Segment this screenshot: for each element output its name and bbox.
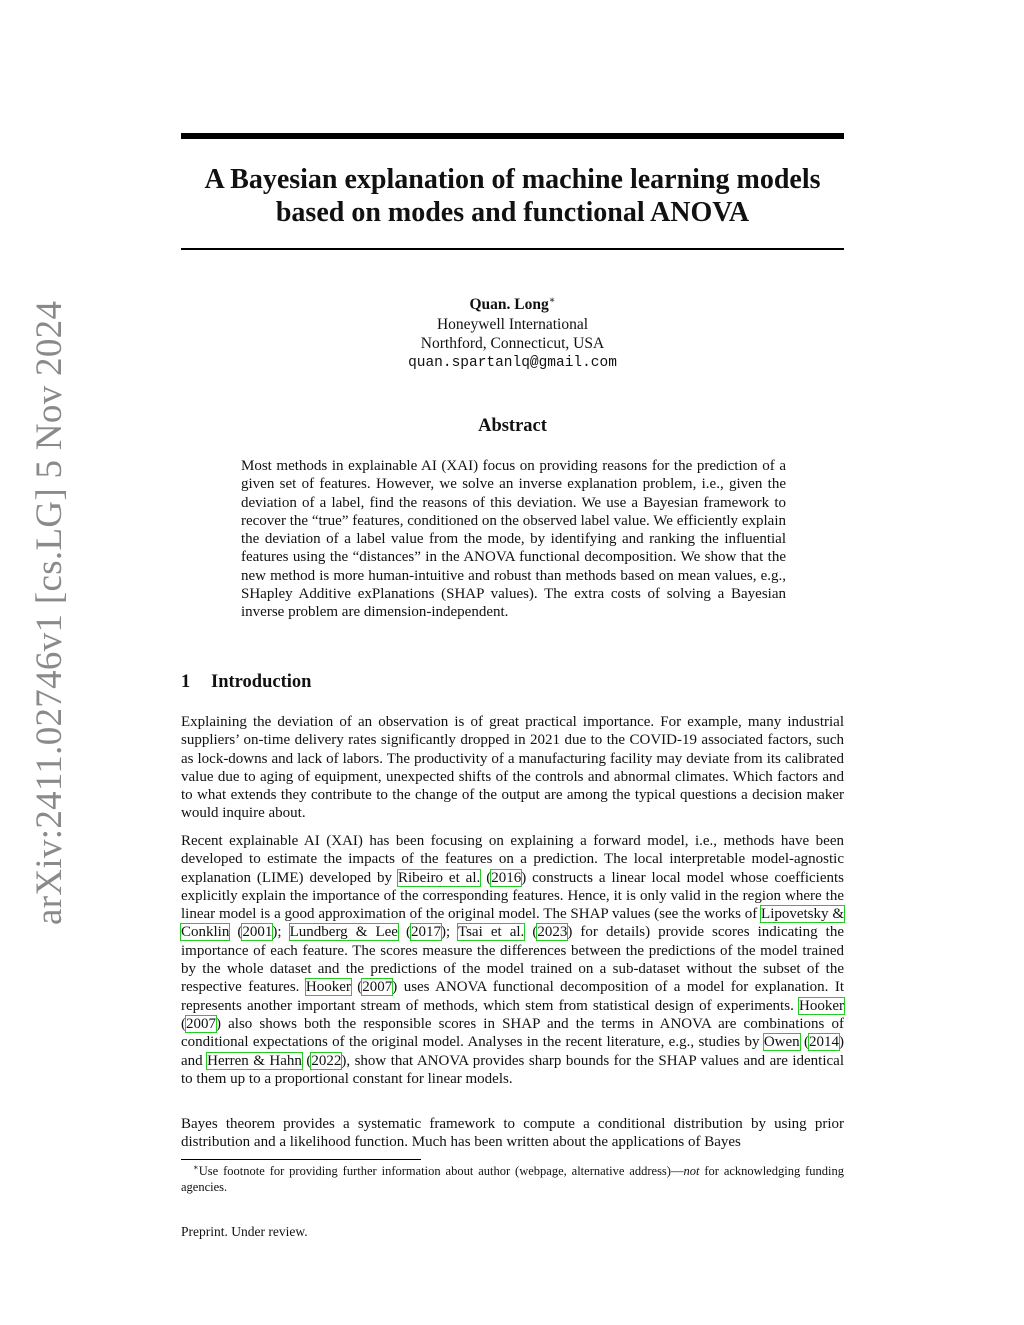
- section-number: 1: [181, 672, 191, 692]
- citation-year-link[interactable]: 2016: [491, 869, 522, 886]
- text-run: (: [301, 1052, 312, 1069]
- title-line-2: based on modes and functional ANOVA: [275, 197, 750, 228]
- text-run: ) and: [181, 1034, 844, 1069]
- text-run: (: [524, 924, 538, 941]
- text-run: );: [441, 924, 458, 941]
- footnote-text: Use footnote for providing further information about author (webpage, alternative address)—: [198, 1164, 684, 1178]
- text-run: ) uses ANOVA functional decomposition of a model for explanation. It represents another important stream of methods, which stem from statistical design of experiments.: [181, 979, 845, 1014]
- author-name: Quan. Long: [469, 296, 549, 313]
- preprint-note: Preprint. Under review.: [181, 1224, 308, 1239]
- title-line-1: A Bayesian explanation of machine learning models: [204, 164, 821, 195]
- text-run: Recent explainable AI (XAI) has been focusing on explaining a forward model, i.e., methods have been developed to estimate the impacts of the features on a prediction. The local interpretable model-agnostic explanation (LIME) developed by: [181, 833, 844, 886]
- footnote-mark: ∗: [193, 1161, 199, 1172]
- citation-link-tsai[interactable]: Tsai et al.: [457, 924, 525, 941]
- section-title: Introduction: [211, 672, 312, 692]
- text-run: ) constructs a linear local model whose coefficients explicitly explain the importance of the corresponding features. Hence, it is only valid in the region where the linear model is a good approximation of the original model. The SHAP values (see the works of: [181, 869, 845, 923]
- citation-link-herren[interactable]: Herren & Hahn: [207, 1052, 302, 1069]
- citation-link-lundberg[interactable]: Lundberg & Lee: [289, 924, 398, 941]
- paper-title: [181, 163, 844, 229]
- citation-year-link[interactable]: 2023: [537, 924, 568, 941]
- text-run: (: [350, 979, 363, 996]
- citation-year-link[interactable]: 2007: [362, 979, 393, 996]
- title-bottom-rule: [181, 248, 844, 250]
- introduction-paragraph-1: Explaining the deviation of an observation is of great practical importance. For example, many industrial suppliers’ on-time delivery rates significantly dropped in 2021 due to the COVID-19 associated factors, such as lock-downs and lack of labors. The productivity of a manufacturing facility may deviate from its calibrated value due to aging of equipment, unexpected shifts of the controls and abnormal climates. Which factors and to what extends they contribute to the change of the output are among the typical questions a decision maker would inquire about.: [181, 714, 844, 822]
- introduction-paragraph-3: Bayes theorem provides a systematic framework to compute a conditional distribution by using prior distribution and a likelihood function. Much has been written about the applications of Bayes: [181, 1116, 844, 1151]
- author-email[interactable]: quan.spartanlq@gmail.com: [408, 354, 617, 371]
- author-block: [181, 295, 844, 373]
- citation-year-link[interactable]: 2001: [242, 924, 273, 941]
- title-top-rule: [181, 133, 844, 139]
- text-run: (: [397, 924, 412, 941]
- text-run: ), show that ANOVA provides sharp bounds for the SHAP values and are identical to them up to a proportional constant for linear models.: [181, 1052, 844, 1087]
- citation-link-hooker[interactable]: Hooker: [799, 997, 844, 1014]
- footnote-text: for acknowledging funding agencies.: [181, 1164, 844, 1194]
- citation-link-lipovetsky[interactable]: Lipovetsky & Conklin: [181, 906, 844, 941]
- text-run: );: [272, 924, 290, 941]
- section-heading-introduction: [181, 672, 311, 693]
- citation-link-owen[interactable]: Owen: [763, 1034, 800, 1051]
- text-run: (: [181, 1015, 186, 1032]
- author-footnote-mark[interactable]: ∗: [548, 294, 556, 306]
- introduction-paragraph-2: [181, 832, 844, 1088]
- text-run: ) also shows both the responsible scores in SHAP and the terms in ANOVA are combinations of conditional expectations of the original model. Analyses in the recent literature, e.g., studies by: [181, 1015, 844, 1051]
- citation-link-ribeiro[interactable]: Ribeiro et al.: [398, 869, 481, 886]
- citation-year-link[interactable]: 2017: [411, 924, 442, 941]
- arxiv-identifier-stamp: arXiv:2411.02746v1 [cs.LG] 5 Nov 2024: [29, 300, 70, 925]
- abstract-body: Most methods in explainable AI (XAI) focus on providing reasons for the prediction of a given set of features. However, we solve an inverse explanation problem, i.e., given the deviation of a label, find the reasons of this deviation. We use a Bayesian framework to recover the “true” features, conditioned on the observed label value. We efficiently explain the deviation of a label value from the mode, by identifying and ranking the influential features using the “distances” in the ANOVA functional decomposition. We show that the new method is more human-intuitive and robust than methods based on mean values, e.g., SHapley Additive exPlanations (SHAP values). The extra costs of solving a Bayesian inverse problem are dimension-independent.: [241, 458, 786, 621]
- abstract-heading: Abstract: [478, 416, 547, 436]
- author-name-line: [181, 295, 844, 315]
- text-run: (: [480, 869, 492, 886]
- footnote: [181, 1163, 844, 1195]
- citation-year-link[interactable]: 2022: [311, 1052, 342, 1069]
- author-location: Northford, Connecticut, USA: [420, 335, 605, 352]
- footnote-emphasis: not: [683, 1164, 700, 1178]
- citation-link-hooker[interactable]: Hooker: [305, 979, 351, 996]
- footnote-rule: [181, 1159, 421, 1160]
- author-affiliation: Honeywell International: [436, 315, 589, 333]
- citation-year-link[interactable]: 2014: [809, 1034, 839, 1051]
- citation-year-link[interactable]: 2007: [186, 1015, 216, 1032]
- text-run: ) for details) provide scores indicating the importance of each feature. The scores measure the differences between the predictions of the model trained by the whole dataset and the predictions of the model trained on a sub-dataset without the subset of the respective features.: [181, 924, 844, 996]
- text-run: (: [799, 1034, 809, 1051]
- text-run: (: [229, 924, 243, 941]
